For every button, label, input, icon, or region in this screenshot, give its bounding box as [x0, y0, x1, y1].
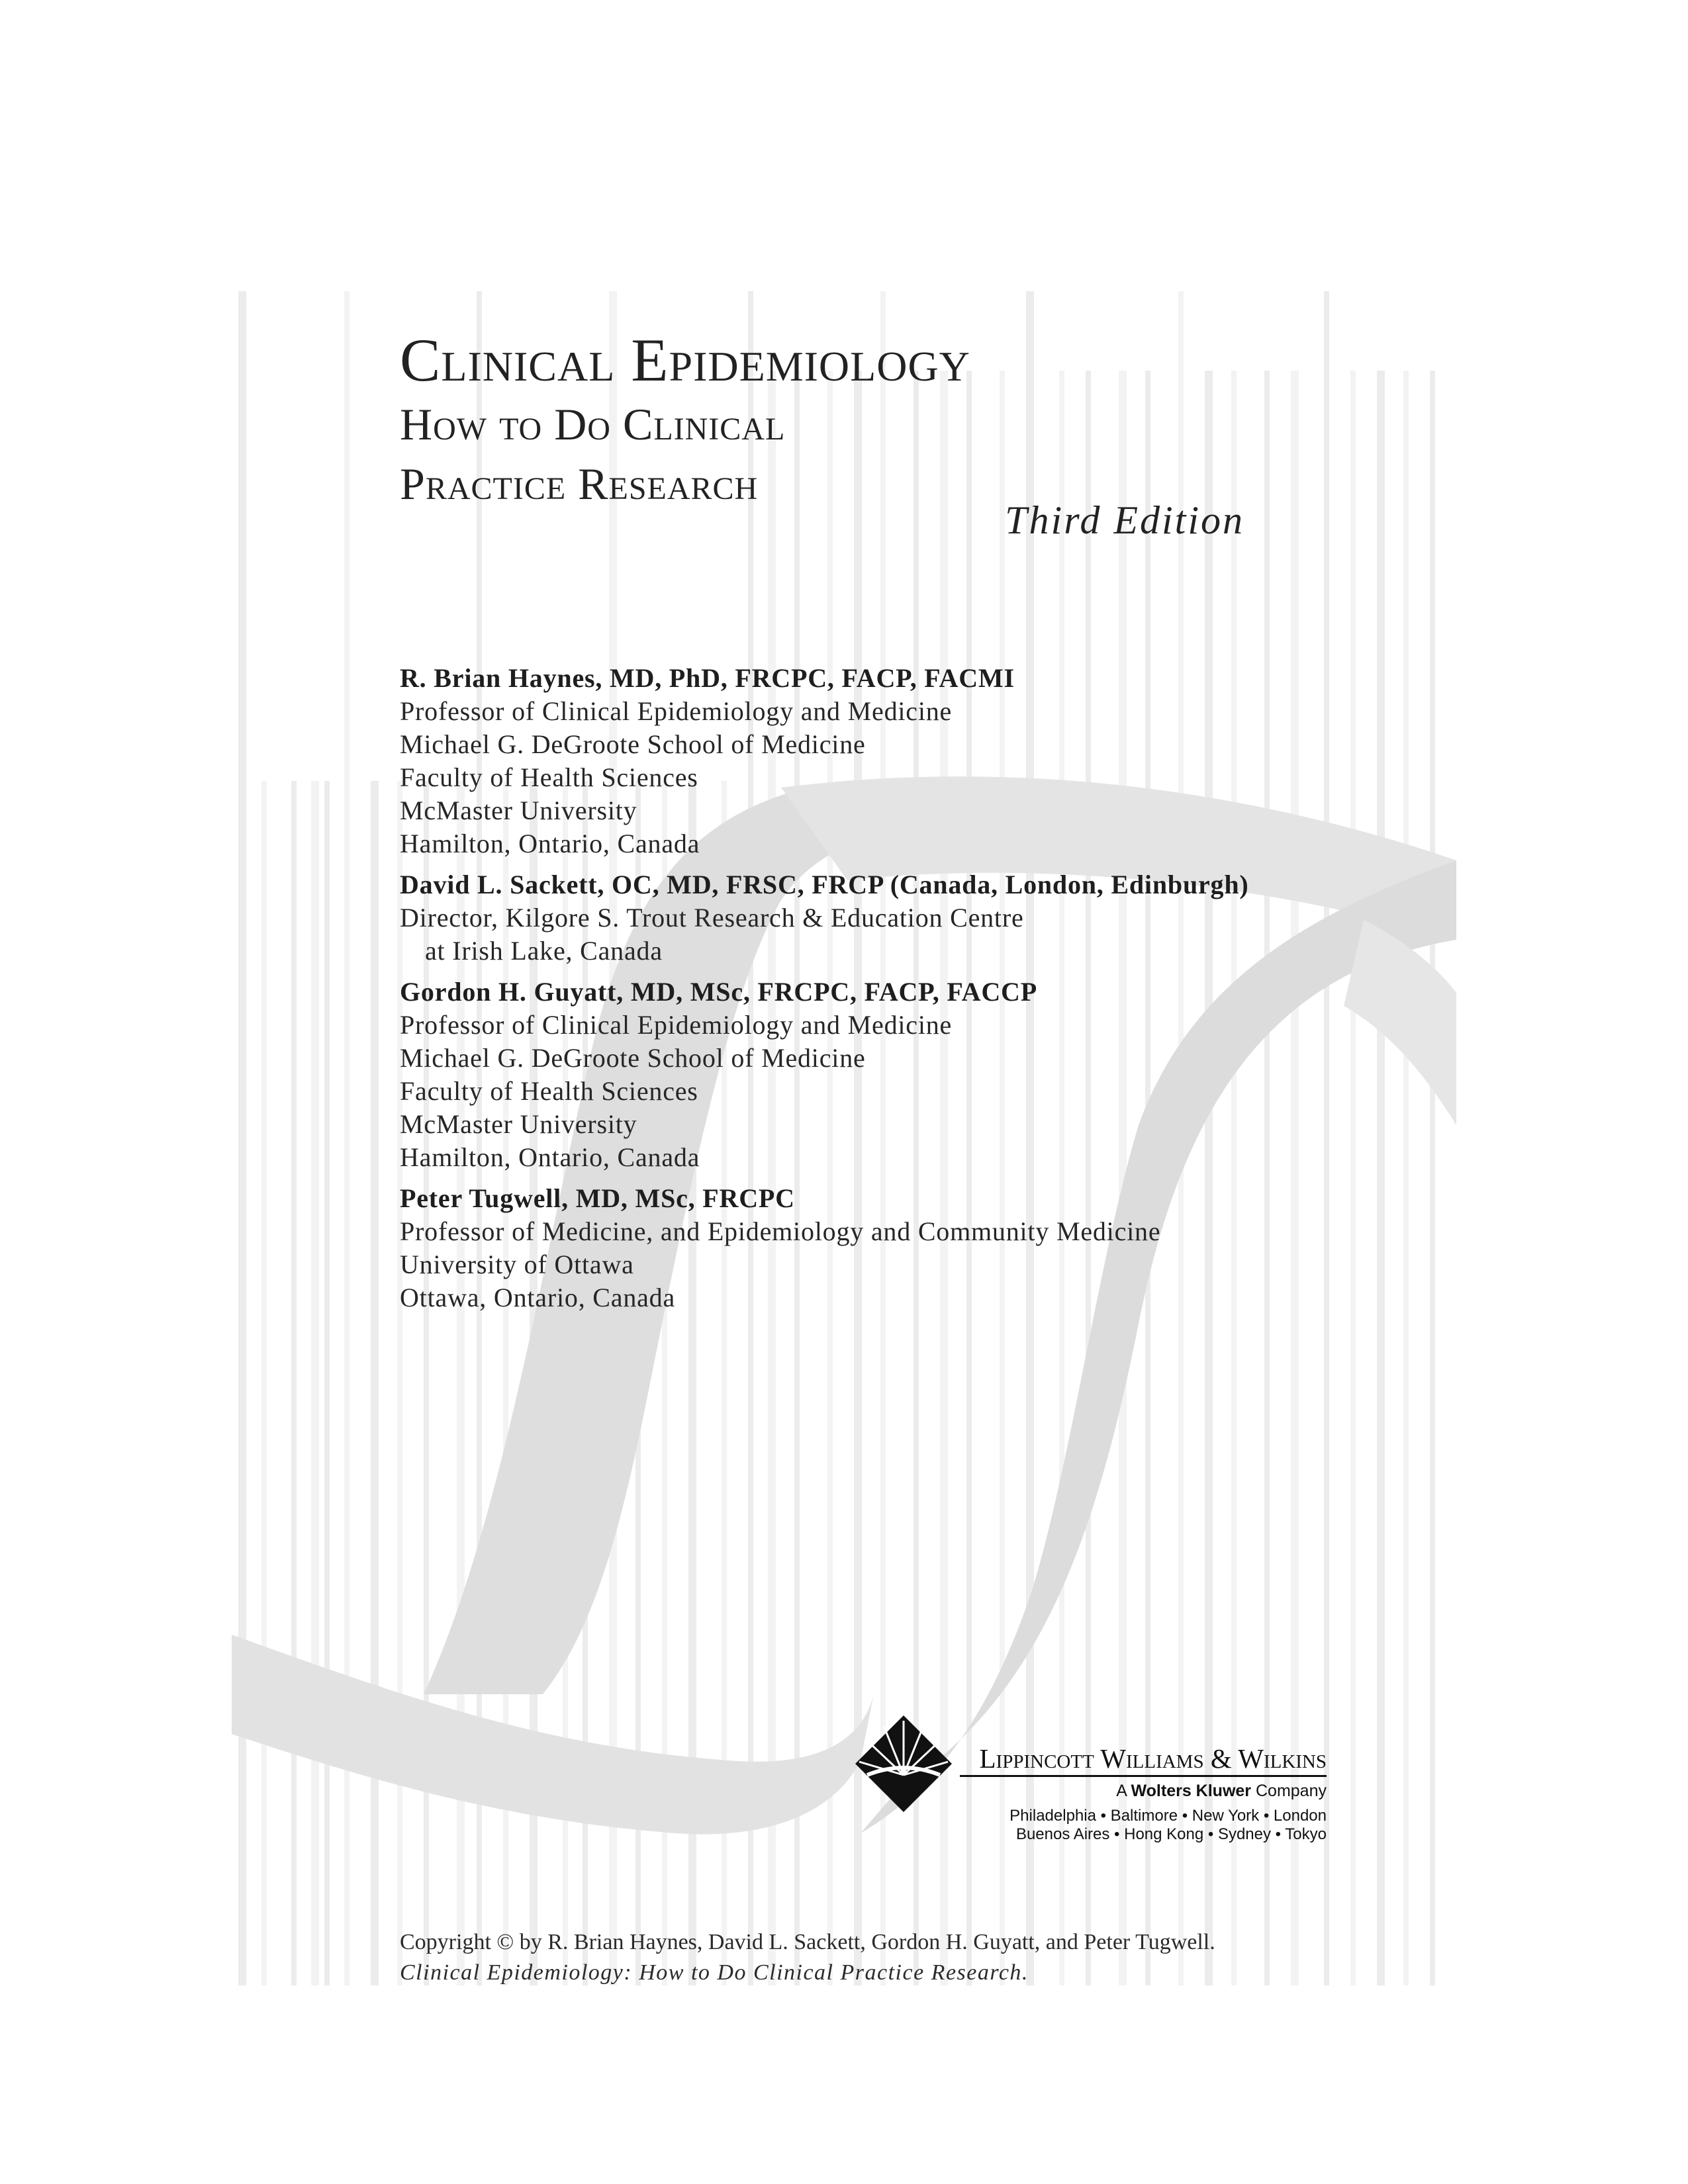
author-name: Gordon H. Guyatt, MD, MSc, FRCPC, FACP, FACCP — [400, 977, 1037, 1007]
edition-label: Third Edition — [1005, 498, 1244, 542]
author-affiliation-line: Hamilton, Ontario, Canada — [400, 829, 700, 858]
company-brand: Wolters Kluwer — [1131, 1782, 1252, 1800]
author-name: David L. Sackett, OC, MD, FRSC, FRCP (Canada, London, Edinburgh) — [400, 870, 1249, 899]
book-subtitle-line-1: How to Do Clinical — [400, 399, 786, 449]
copyright-notice — [400, 1927, 1525, 1988]
title-block — [400, 326, 1393, 514]
author-name: Peter Tugwell, MD, MSc, FRCPC — [400, 1183, 795, 1213]
publisher-cities-line-2: Buenos Aires • Hong Kong • Sydney • Tokyo — [1015, 1825, 1327, 1843]
author-entry — [400, 1182, 1525, 1314]
author-entry — [400, 868, 1525, 968]
author-affiliation-line: Professor of Clinical Epidemiology and Medicine — [400, 1010, 953, 1040]
publisher-company — [959, 1780, 1327, 1801]
author-affiliation-line: Professor of Clinical Epidemiology and Medicine — [400, 696, 953, 726]
author-affiliation-line: Michael G. DeGroote School of Medicine — [400, 729, 866, 759]
copyright-line: Copyright © by R. Brian Haynes, David L. Sackett, Gordon H. Guyatt, and Peter Tugwell. — [400, 1930, 1215, 1954]
author-name: R. Brian Haynes, MD, PhD, FRCPC, FACP, FACMI — [400, 663, 1015, 693]
publisher-imprint — [854, 1714, 1327, 1853]
publisher-rule — [960, 1775, 1327, 1777]
starburst-logo-icon — [854, 1714, 953, 1813]
author-entry — [400, 976, 1525, 1174]
author-entry — [400, 662, 1525, 860]
author-affiliation-line: Professor of Medicine, and Epidemiology and Community Medicine — [400, 1216, 1161, 1246]
author-affiliation-line: Faculty of Health Sciences — [400, 762, 698, 792]
author-affiliation-line: Director, Kilgore S. Trout Research & Education Centre — [400, 903, 1024, 933]
author-affiliation-line: McMaster University — [400, 1109, 637, 1139]
author-affiliation-line: McMaster University — [400, 796, 637, 825]
author-affiliation-line: Michael G. DeGroote School of Medicine — [400, 1043, 866, 1073]
company-suffix: Company — [1256, 1782, 1327, 1800]
author-affiliation-line: at Irish Lake, Canada — [425, 936, 663, 966]
book-title: Clinical Epidemiology — [400, 326, 970, 394]
author-affiliation-line: Faculty of Health Sciences — [400, 1076, 698, 1106]
author-affiliation-line: Ottawa, Ontario, Canada — [400, 1283, 676, 1312]
publisher-cities-line-1: Philadelphia • Baltimore • New York • London — [1009, 1807, 1327, 1825]
author-affiliation-line: University of Ottawa — [400, 1250, 634, 1279]
author-list — [400, 662, 1525, 1322]
book-subtitle-line-2: Practice Research — [400, 459, 759, 509]
copyright-book-title: Clinical Epidemiology: How to Do Clinical Practice Research. — [400, 1960, 1029, 1985]
author-affiliation-line: Hamilton, Ontario, Canada — [400, 1142, 700, 1172]
publisher-cities — [947, 1807, 1327, 1844]
company-prefix: A — [1116, 1782, 1127, 1800]
publisher-name: Lippincott Williams & Wilkins — [979, 1743, 1327, 1774]
